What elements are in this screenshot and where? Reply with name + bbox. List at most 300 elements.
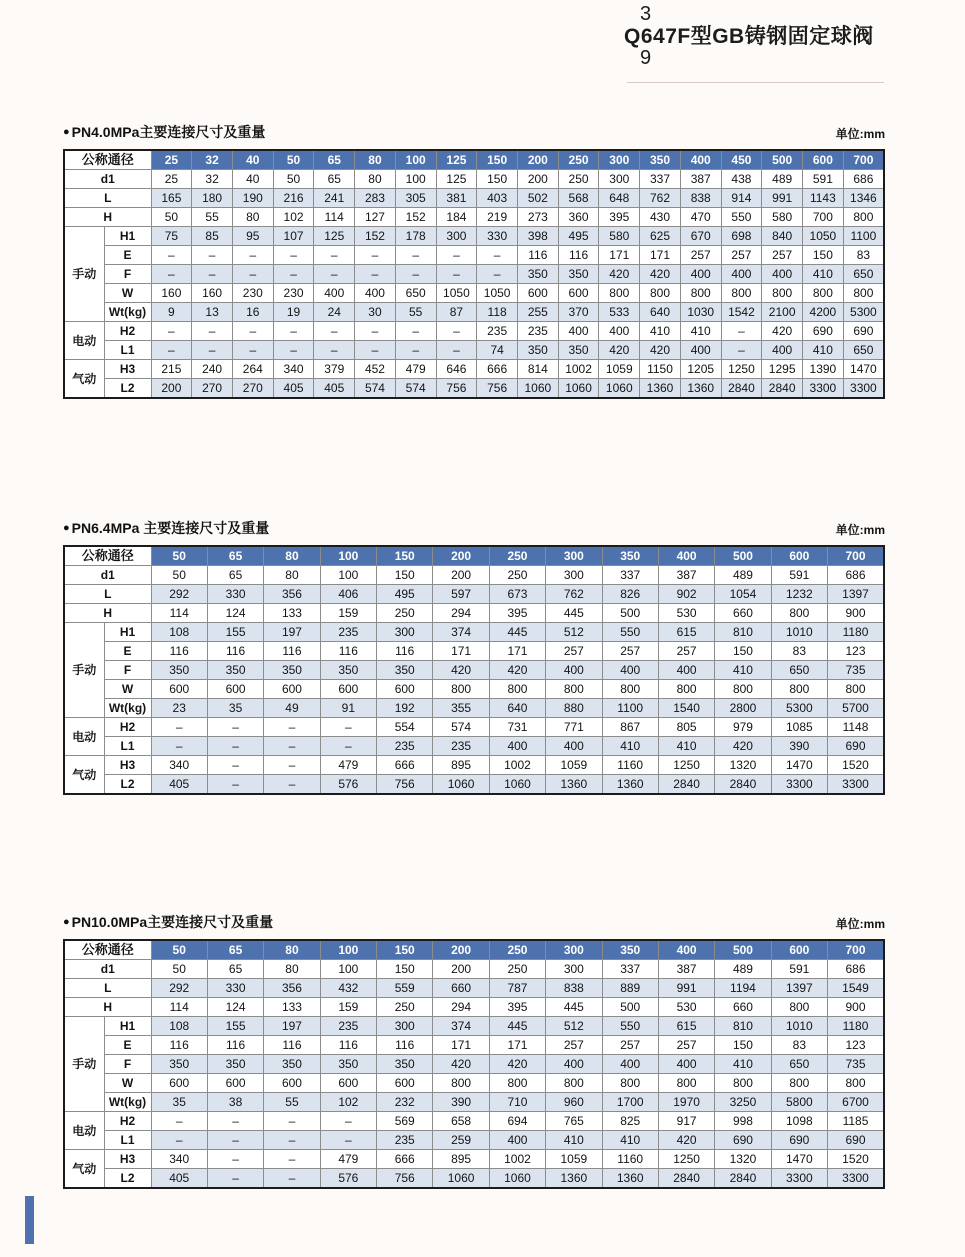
column-header-cell: 50	[151, 940, 207, 960]
data-cell: 257	[546, 642, 602, 661]
data-cell: 400	[680, 265, 721, 284]
data-cell: 660	[433, 979, 489, 998]
column-header-cell: 300	[546, 546, 602, 566]
data-cell: 235	[377, 1131, 433, 1150]
data-cell: 250	[377, 604, 433, 623]
column-header-cell: 350	[602, 546, 658, 566]
section-heading	[63, 518, 269, 538]
data-cell: 512	[546, 623, 602, 642]
section-pn10	[63, 912, 885, 1189]
data-cell: 1060	[558, 379, 599, 399]
data-cell: 1010	[771, 623, 827, 642]
data-cell: 686	[828, 566, 884, 585]
data-cell: 192	[377, 699, 433, 718]
data-cell: 1143	[803, 189, 844, 208]
data-cell: 800	[602, 680, 658, 699]
data-cell: –	[264, 1150, 320, 1169]
data-cell: 410	[680, 322, 721, 341]
section-heading	[63, 912, 273, 932]
data-cell: 432	[320, 979, 376, 998]
data-cell: 294	[433, 998, 489, 1017]
data-cell: –	[207, 1169, 263, 1189]
data-cell: 800	[546, 1074, 602, 1093]
data-cell: 800	[640, 284, 681, 303]
data-cell: 597	[433, 585, 489, 604]
data-cell: 159	[320, 998, 376, 1017]
data-cell: 600	[517, 284, 558, 303]
data-cell: 960	[546, 1093, 602, 1112]
column-header-cell: 600	[803, 150, 844, 170]
data-cell: 80	[264, 566, 320, 585]
data-cell: 32	[192, 170, 233, 189]
column-header-cell: 65	[314, 150, 355, 170]
data-cell: 116	[264, 1036, 320, 1055]
data-cell: 559	[377, 979, 433, 998]
table-corner-label: 公称通径	[64, 546, 151, 566]
data-cell: 171	[489, 1036, 545, 1055]
row-label: L2	[104, 379, 151, 399]
column-header-cell: 50	[151, 546, 207, 566]
data-cell: 690	[828, 1131, 884, 1150]
page-edge-bar	[25, 1196, 34, 1244]
data-cell: –	[436, 341, 477, 360]
data-cell: 500	[602, 604, 658, 623]
data-cell: 3300	[828, 1169, 884, 1189]
row-label: Wt(kg)	[104, 303, 151, 322]
section-pn4	[63, 122, 885, 399]
data-cell: 65	[314, 170, 355, 189]
data-cell: 83	[843, 246, 884, 265]
data-cell: 374	[433, 623, 489, 642]
data-cell: 998	[715, 1112, 771, 1131]
group-label: 气动	[64, 756, 104, 795]
table-row	[64, 623, 884, 642]
column-header-cell: 500	[715, 546, 771, 566]
data-cell: 24	[314, 303, 355, 322]
data-cell: 152	[395, 208, 436, 227]
column-header-cell: 450	[721, 150, 762, 170]
data-cell: 6700	[828, 1093, 884, 1112]
data-cell: 273	[517, 208, 558, 227]
column-header-cell: 80	[264, 940, 320, 960]
row-label: d1	[64, 170, 151, 189]
column-header-cell: 32	[192, 150, 233, 170]
data-cell: 800	[771, 604, 827, 623]
data-cell: 102	[320, 1093, 376, 1112]
data-cell: 615	[658, 1017, 714, 1036]
data-cell: 400	[599, 322, 640, 341]
data-cell: 771	[546, 718, 602, 737]
data-cell: 650	[771, 661, 827, 680]
data-cell: 160	[151, 284, 192, 303]
data-cell: 390	[433, 1093, 489, 1112]
data-cell: –	[355, 265, 396, 284]
row-label: Wt(kg)	[104, 1093, 151, 1112]
data-cell: 502	[517, 189, 558, 208]
column-header-cell: 300	[599, 150, 640, 170]
row-label: H1	[104, 227, 151, 246]
data-cell: 825	[602, 1112, 658, 1131]
data-cell: 1060	[433, 775, 489, 795]
data-cell: 400	[658, 1055, 714, 1074]
data-cell: 600	[320, 1074, 376, 1093]
data-cell: 420	[715, 737, 771, 756]
table-row	[64, 585, 884, 604]
data-cell: 569	[377, 1112, 433, 1131]
column-header-cell: 150	[377, 940, 433, 960]
data-cell: 80	[264, 960, 320, 979]
data-cell: 479	[395, 360, 436, 379]
row-label: E	[104, 1036, 151, 1055]
table-row	[64, 227, 884, 246]
data-cell: 150	[715, 1036, 771, 1055]
table-row	[64, 1169, 884, 1189]
data-cell: –	[151, 1112, 207, 1131]
data-cell: 690	[803, 322, 844, 341]
row-label: H	[64, 208, 151, 227]
data-cell: –	[151, 1131, 207, 1150]
data-cell: 355	[433, 699, 489, 718]
data-cell: –	[395, 246, 436, 265]
data-cell: 350	[517, 341, 558, 360]
data-cell: 1002	[558, 360, 599, 379]
data-cell: 83	[771, 642, 827, 661]
data-cell: 1542	[721, 303, 762, 322]
data-cell: –	[151, 322, 192, 341]
table-row	[64, 775, 884, 795]
data-cell: 800	[843, 208, 884, 227]
data-cell: 530	[658, 604, 714, 623]
data-cell: 250	[489, 566, 545, 585]
row-label: H3	[104, 756, 151, 775]
data-cell: 420	[640, 265, 681, 284]
table-row	[64, 1017, 884, 1036]
data-cell: 800	[762, 284, 803, 303]
data-cell: 38	[207, 1093, 263, 1112]
data-cell: 55	[264, 1093, 320, 1112]
data-cell: 895	[433, 756, 489, 775]
table-row	[64, 1074, 884, 1093]
data-cell: 500	[602, 998, 658, 1017]
data-cell: 257	[762, 246, 803, 265]
data-cell: 600	[264, 680, 320, 699]
page-header	[624, 4, 874, 70]
data-cell: 255	[517, 303, 558, 322]
data-cell: 452	[355, 360, 396, 379]
column-header-cell: 200	[433, 940, 489, 960]
data-cell: 1470	[771, 1150, 827, 1169]
data-cell: 133	[264, 604, 320, 623]
data-cell: 400	[489, 737, 545, 756]
table-row	[64, 998, 884, 1017]
data-cell: 107	[273, 227, 314, 246]
data-cell: 395	[489, 998, 545, 1017]
data-cell: –	[355, 341, 396, 360]
data-cell: 800	[771, 998, 827, 1017]
table-row	[64, 737, 884, 756]
data-cell: 762	[640, 189, 681, 208]
data-cell: 756	[477, 379, 518, 399]
data-cell: 694	[489, 1112, 545, 1131]
row-label: L1	[104, 1131, 151, 1150]
data-cell: –	[232, 341, 273, 360]
column-header-cell: 100	[320, 940, 376, 960]
data-cell: 900	[828, 998, 884, 1017]
data-cell: 340	[151, 756, 207, 775]
data-cell: 400	[762, 341, 803, 360]
data-cell: 270	[192, 379, 233, 399]
data-cell: 387	[680, 170, 721, 189]
data-cell: 116	[151, 642, 207, 661]
data-cell: 3300	[771, 775, 827, 795]
data-cell: –	[314, 265, 355, 284]
data-cell: 800	[771, 680, 827, 699]
table-row	[64, 1036, 884, 1055]
data-cell: 991	[658, 979, 714, 998]
data-cell: 420	[433, 1055, 489, 1074]
data-cell: 150	[377, 960, 433, 979]
data-cell: 576	[320, 775, 376, 795]
data-cell: 55	[192, 208, 233, 227]
data-cell: 283	[355, 189, 396, 208]
data-cell: 1060	[489, 1169, 545, 1189]
data-cell: 902	[658, 585, 714, 604]
data-cell: 420	[762, 322, 803, 341]
table-row	[64, 756, 884, 775]
data-cell: 991	[762, 189, 803, 208]
row-label: E	[104, 246, 151, 265]
column-header-cell: 100	[320, 546, 376, 566]
data-cell: 116	[320, 1036, 376, 1055]
data-cell: 1397	[771, 979, 827, 998]
data-cell: 1194	[715, 979, 771, 998]
data-cell: 600	[207, 680, 263, 699]
data-cell: 75	[151, 227, 192, 246]
data-cell: 495	[377, 585, 433, 604]
data-cell: 292	[151, 585, 207, 604]
data-cell: 670	[680, 227, 721, 246]
data-cell: 159	[320, 604, 376, 623]
row-label: L	[64, 189, 151, 208]
data-cell: 405	[151, 1169, 207, 1189]
data-cell: –	[207, 1150, 263, 1169]
data-cell: 150	[715, 642, 771, 661]
data-cell: 50	[151, 566, 207, 585]
data-cell: –	[192, 341, 233, 360]
data-cell: 259	[433, 1131, 489, 1150]
data-cell: 350	[207, 661, 263, 680]
data-cell: 5300	[771, 699, 827, 718]
data-cell: 917	[658, 1112, 714, 1131]
table-row	[64, 566, 884, 585]
data-cell: 356	[264, 979, 320, 998]
data-cell: 1520	[828, 1150, 884, 1169]
data-cell: 114	[151, 604, 207, 623]
data-cell: 666	[477, 360, 518, 379]
dimension-table-pn64	[63, 545, 885, 795]
data-cell: 74	[477, 341, 518, 360]
row-label: d1	[64, 566, 151, 585]
data-cell: –	[264, 756, 320, 775]
data-cell: 814	[517, 360, 558, 379]
data-cell: –	[320, 718, 376, 737]
data-cell: 294	[433, 604, 489, 623]
data-cell: 300	[377, 1017, 433, 1036]
data-cell: 445	[489, 623, 545, 642]
data-cell: 155	[207, 623, 263, 642]
data-cell: 235	[320, 623, 376, 642]
data-cell: 410	[640, 322, 681, 341]
data-cell: 23	[151, 699, 207, 718]
column-header-cell: 400	[658, 546, 714, 566]
data-cell: 350	[151, 661, 207, 680]
data-cell: 600	[207, 1074, 263, 1093]
data-cell: 100	[395, 170, 436, 189]
data-cell: 264	[232, 360, 273, 379]
data-cell: 1060	[489, 775, 545, 795]
data-cell: 838	[680, 189, 721, 208]
data-cell: 337	[640, 170, 681, 189]
data-cell: 250	[558, 170, 599, 189]
column-header-cell: 125	[436, 150, 477, 170]
row-label: H2	[104, 322, 151, 341]
table-row	[64, 189, 884, 208]
data-cell: 350	[377, 661, 433, 680]
data-cell: 489	[762, 170, 803, 189]
data-cell: 184	[436, 208, 477, 227]
data-cell: 2840	[721, 379, 762, 399]
data-cell: 1470	[843, 360, 884, 379]
row-label: Wt(kg)	[104, 699, 151, 718]
data-cell: 257	[546, 1036, 602, 1055]
data-cell: –	[207, 718, 263, 737]
data-cell: 1085	[771, 718, 827, 737]
table-row	[64, 699, 884, 718]
data-cell: 735	[828, 661, 884, 680]
data-cell: 350	[264, 1055, 320, 1074]
data-cell: 1059	[546, 1150, 602, 1169]
data-cell: 215	[151, 360, 192, 379]
table-row	[64, 1055, 884, 1074]
data-cell: 1549	[828, 979, 884, 998]
data-cell: 1360	[602, 775, 658, 795]
data-cell: 123	[828, 1036, 884, 1055]
data-cell: 3250	[715, 1093, 771, 1112]
data-cell: 125	[436, 170, 477, 189]
data-cell: 445	[546, 998, 602, 1017]
section-title-row	[63, 912, 885, 932]
table-row	[64, 265, 884, 284]
data-cell: 420	[599, 265, 640, 284]
data-cell: 410	[715, 1055, 771, 1074]
data-cell: 350	[264, 661, 320, 680]
data-cell: –	[264, 1169, 320, 1189]
data-cell: 445	[489, 1017, 545, 1036]
table-row	[64, 208, 884, 227]
data-cell: 1205	[680, 360, 721, 379]
data-cell: –	[314, 246, 355, 265]
data-cell: 300	[546, 960, 602, 979]
data-cell: 40	[232, 170, 273, 189]
table-row	[64, 604, 884, 623]
data-cell: 4200	[803, 303, 844, 322]
group-label: 电动	[64, 718, 104, 756]
data-cell: 787	[489, 979, 545, 998]
data-cell: 116	[151, 1036, 207, 1055]
row-label: H2	[104, 1112, 151, 1131]
data-cell: 648	[599, 189, 640, 208]
data-cell: 1360	[640, 379, 681, 399]
data-cell: 1232	[771, 585, 827, 604]
data-cell: 420	[433, 661, 489, 680]
data-cell: 200	[151, 379, 192, 399]
data-cell: 1098	[771, 1112, 827, 1131]
data-cell: 257	[658, 1036, 714, 1055]
table-row	[64, 379, 884, 399]
data-cell: 116	[207, 1036, 263, 1055]
unit-label: 单位:mm	[835, 523, 885, 537]
data-cell: 686	[828, 960, 884, 979]
data-cell: 800	[828, 680, 884, 699]
data-cell: 403	[477, 189, 518, 208]
data-cell: 232	[377, 1093, 433, 1112]
data-cell: 257	[680, 246, 721, 265]
data-cell: 800	[843, 284, 884, 303]
data-cell: 400	[355, 284, 396, 303]
unit-label: 单位:mm	[835, 127, 885, 141]
data-cell: 650	[395, 284, 436, 303]
data-cell: 550	[602, 1017, 658, 1036]
column-header-cell: 150	[377, 546, 433, 566]
data-cell: 731	[489, 718, 545, 737]
data-cell: 374	[433, 1017, 489, 1036]
data-cell: 420	[658, 1131, 714, 1150]
row-label: F	[104, 661, 151, 680]
data-cell: 240	[192, 360, 233, 379]
data-cell: 116	[207, 642, 263, 661]
data-cell: 673	[489, 585, 545, 604]
data-cell: 756	[436, 379, 477, 399]
column-header-cell: 80	[264, 546, 320, 566]
data-cell: 1060	[599, 379, 640, 399]
data-cell: 600	[320, 680, 376, 699]
data-cell: –	[314, 322, 355, 341]
section-title-text: PN10.0MPa主要连接尺寸及重量	[71, 914, 274, 930]
data-cell: 300	[436, 227, 477, 246]
data-cell: 219	[477, 208, 518, 227]
data-cell: 1180	[828, 1017, 884, 1036]
data-cell: 350	[377, 1055, 433, 1074]
column-header-cell: 65	[207, 546, 263, 566]
data-cell: 398	[517, 227, 558, 246]
data-cell: 337	[602, 566, 658, 585]
data-cell: 305	[395, 189, 436, 208]
section-title-row	[63, 518, 885, 538]
data-cell: 405	[273, 379, 314, 399]
data-cell: 405	[314, 379, 355, 399]
data-cell: 800	[721, 284, 762, 303]
data-cell: 800	[680, 284, 721, 303]
data-cell: 1520	[828, 756, 884, 775]
row-label: L1	[104, 341, 151, 360]
data-cell: 80	[232, 208, 273, 227]
data-cell: –	[395, 341, 436, 360]
data-cell: 591	[771, 566, 827, 585]
data-cell: 350	[207, 1055, 263, 1074]
header-divider	[627, 82, 884, 83]
table-row	[64, 642, 884, 661]
data-cell: 666	[377, 1150, 433, 1169]
